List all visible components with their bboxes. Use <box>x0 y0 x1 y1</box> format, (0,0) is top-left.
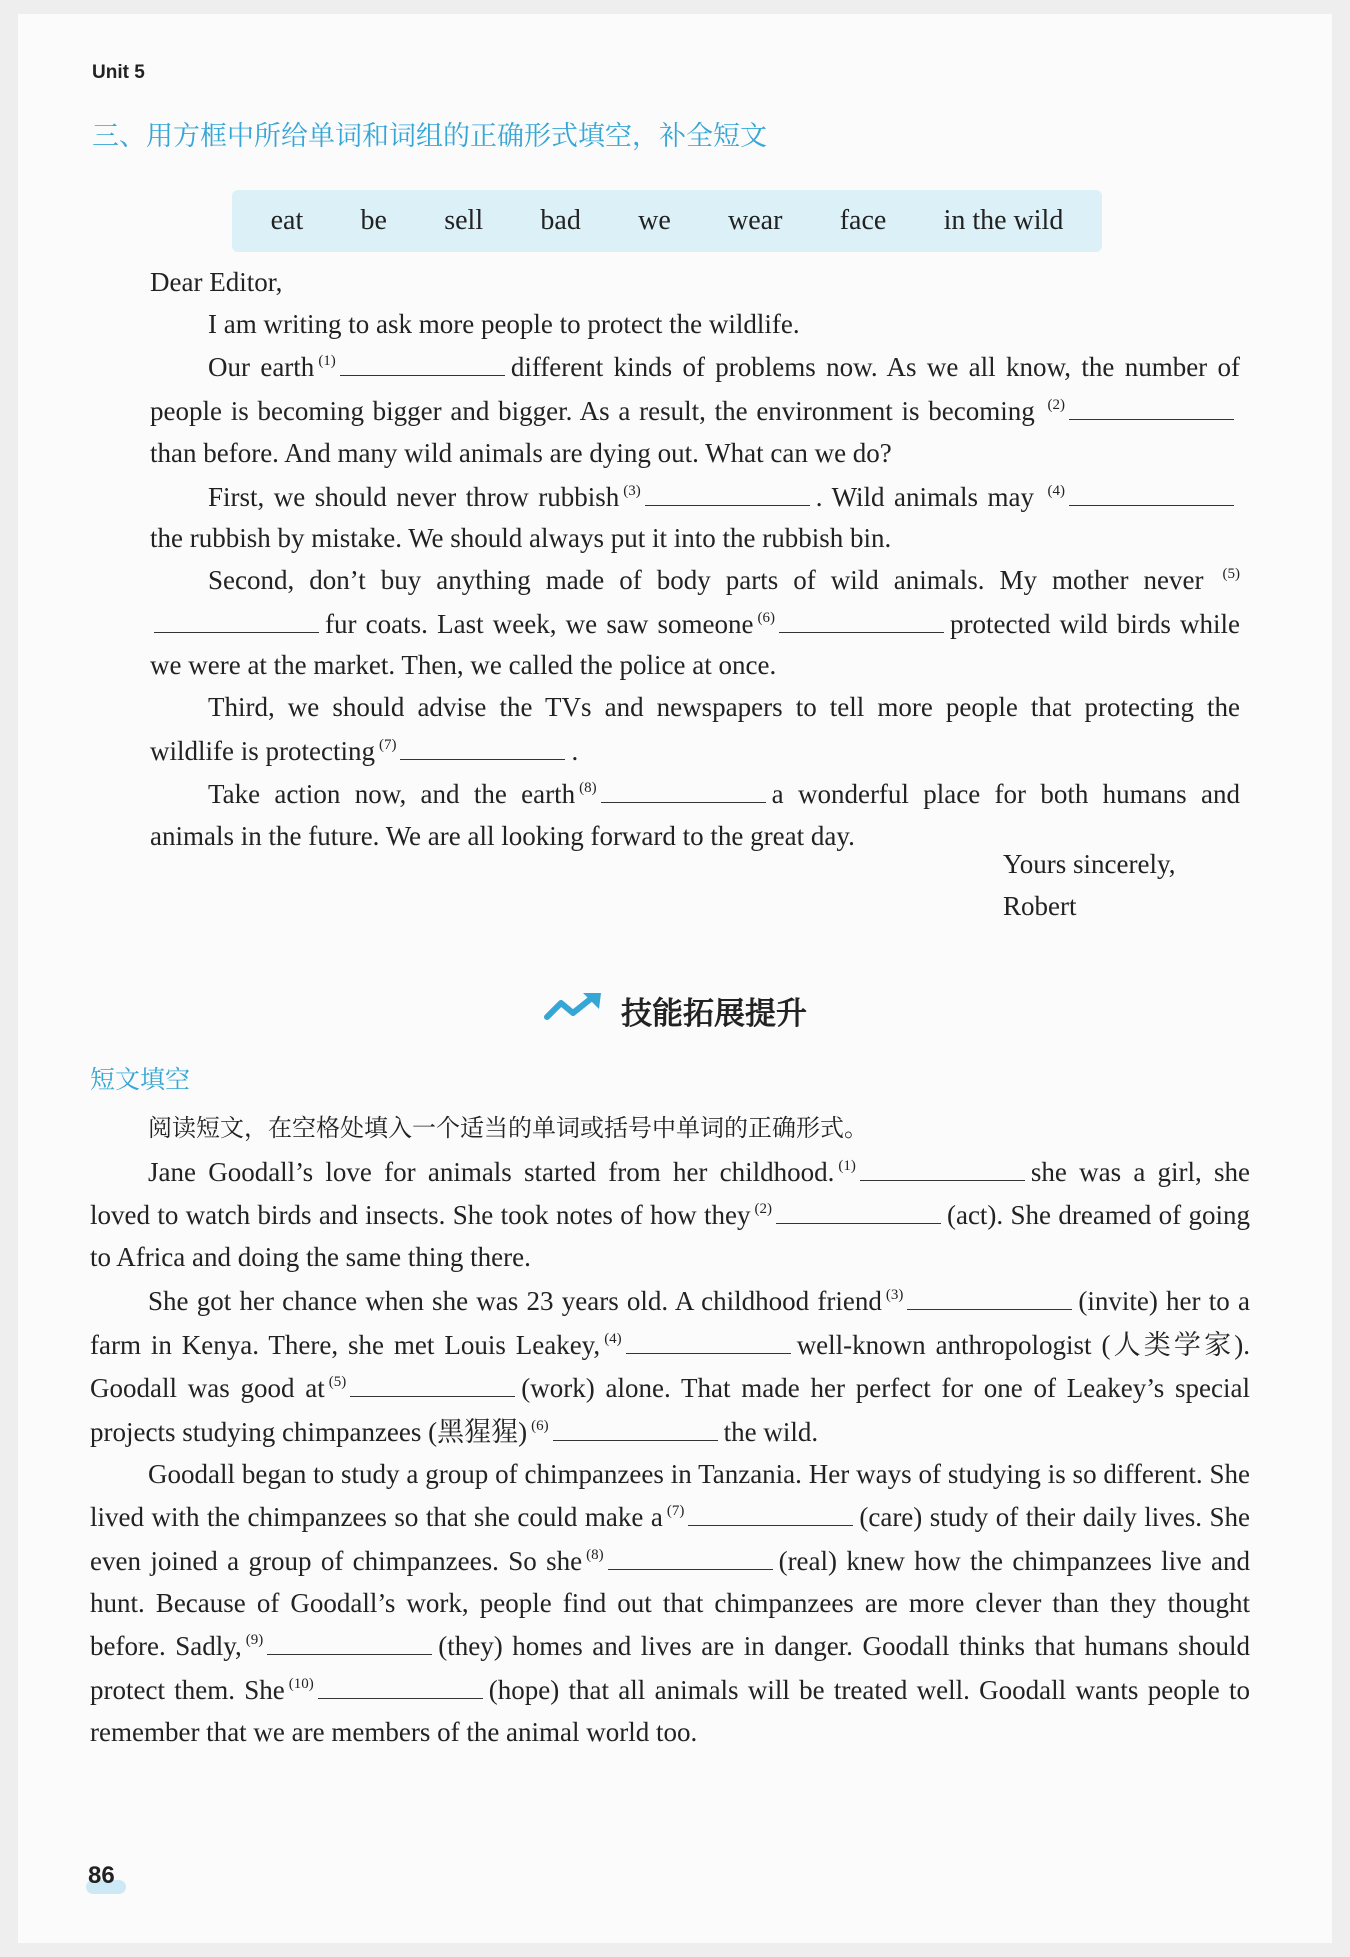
closing-text: Yours sincerely, <box>1003 849 1176 879</box>
answer-blank[interactable] <box>154 602 319 633</box>
workbook-page <box>18 14 1332 1943</box>
blank-number: (8) <box>586 1547 604 1564</box>
text: she was a girl, she loved to watch birds and insects. She took notes of how they <box>90 1156 1250 1231</box>
blank-number: (2) <box>1047 397 1066 414</box>
text: . <box>571 735 579 766</box>
letter-closing <box>1003 844 1176 927</box>
cloze-passage <box>90 1108 1250 1754</box>
instruction <box>90 1108 1250 1150</box>
blank-number: (3) <box>885 1286 904 1303</box>
answer-blank[interactable] <box>553 1410 718 1441</box>
answer-blank[interactable] <box>1069 389 1234 420</box>
answer-blank[interactable] <box>400 729 565 760</box>
text: Take action now, and the earth <box>208 779 576 810</box>
word-option: we <box>638 205 671 236</box>
text: Third, we should advise the TVs and newspapers to tell more people that protecting the wildlife is protecting <box>150 692 1240 766</box>
cloze-paragraph <box>90 1150 1250 1279</box>
unit-label: Unit 5 <box>92 62 145 83</box>
answer-blank[interactable] <box>688 1495 853 1526</box>
answer-blank[interactable] <box>1069 475 1234 506</box>
instruction-text: 阅读短文，在空格处填入一个适当的单词或括号中单词的正确形式。 <box>148 1114 868 1142</box>
blank-number: (1) <box>318 353 336 370</box>
blank-number: (10) <box>288 1676 314 1693</box>
answer-blank[interactable] <box>779 602 944 633</box>
blank-number: (7) <box>378 736 397 753</box>
blank-number: (2) <box>754 1201 772 1218</box>
text: (hope) that all animals will be treated well. Goodall wants people to remember that we are members of the animal world too. <box>90 1675 1250 1747</box>
answer-blank[interactable] <box>267 1624 432 1655</box>
letter-paragraph <box>150 687 1240 772</box>
text: well-known anthropologist (人类学家). Goodall was good at <box>90 1329 1250 1404</box>
text: (real) knew how the chimpanzees live and hunt. Because of Goodall’s work, people find out that chimpanzees are more clever than they thought before. Sadly, <box>90 1546 1251 1662</box>
word-option: wear <box>728 205 783 236</box>
text: the wild. <box>723 1416 819 1447</box>
text: (they) homes and lives are in danger. Goodall thinks that humans should protect them. She <box>90 1631 1250 1706</box>
letter-paragraph <box>150 345 1240 474</box>
letter-paragraph: I am writing to ask more people to protect the wildlife. <box>208 308 800 339</box>
text: (invite) her to a farm in Kenya. There, she met Louis Leakey, <box>90 1285 1250 1360</box>
letter-greeting: Dear Editor, <box>150 267 283 297</box>
skill-title: 技能拓展提升 <box>621 996 807 1032</box>
word-box <box>232 190 1102 252</box>
text: Second, don’t buy anything made of body parts of wild animals. My mother never <box>208 564 1204 595</box>
page-number: 86 <box>88 1862 115 1889</box>
word-option: be <box>360 205 387 236</box>
text: (act). She dreamed of going to Africa and doing the same thing there. <box>90 1200 1250 1273</box>
letter-paragraph <box>150 475 1240 560</box>
answer-blank[interactable] <box>645 475 810 506</box>
answer-blank[interactable] <box>907 1279 1072 1310</box>
blank-number: (9) <box>245 1632 264 1649</box>
word-option: eat <box>270 205 304 236</box>
answer-blank[interactable] <box>318 1668 483 1699</box>
signature: Robert <box>1003 890 1077 921</box>
text: (care) study of their daily lives. She even joined a group of chimpanzees. So she <box>90 1502 1251 1577</box>
answer-blank[interactable] <box>350 1366 515 1397</box>
blank-number: (5) <box>1222 565 1240 582</box>
blank-number: (6) <box>531 1417 549 1434</box>
text: fur coats. Last week, we saw someone <box>325 608 754 639</box>
blank-number: (5) <box>328 1374 347 1391</box>
blank-number: (8) <box>579 780 597 797</box>
cloze-title: 短文填空 <box>90 1065 191 1094</box>
blank-number: (4) <box>1047 482 1065 499</box>
blank-number: (3) <box>623 482 641 499</box>
text: First, we should never throw rubbish <box>208 481 620 512</box>
word-option: face <box>839 205 887 236</box>
cloze-paragraph <box>90 1454 1250 1754</box>
answer-blank[interactable] <box>860 1150 1025 1181</box>
text: different kinds of problems now. As we all know, the number of people is becoming bigger and bigger. As a result, the environment is becoming <box>150 352 1241 427</box>
letter-passage <box>150 262 1240 858</box>
text: Our earth <box>208 352 315 383</box>
answer-blank[interactable] <box>608 1539 773 1570</box>
word-option: sell <box>444 205 484 236</box>
trend-up-arrow-icon <box>543 991 605 1030</box>
section-title: 三、用方框中所给单词和词组的正确形式填空，补全短文 <box>92 121 767 152</box>
answer-blank[interactable] <box>626 1323 791 1354</box>
text: Jane Goodall’s love for animals started from her childhood. <box>148 1156 835 1187</box>
text: protected wild birds while we were at the market. Then, we called the police at once. <box>150 608 1241 681</box>
blank-number: (1) <box>838 1157 856 1174</box>
word-option: in the wild <box>943 205 1064 236</box>
text: . Wild animals may <box>815 481 1034 512</box>
blank-number: (4) <box>604 1330 622 1347</box>
cloze-paragraph <box>90 1279 1250 1454</box>
answer-blank[interactable] <box>776 1193 941 1224</box>
letter-paragraph <box>150 560 1240 687</box>
answer-blank[interactable] <box>340 345 505 376</box>
text: the rubbish by mistake. We should always put it into the rubbish bin. <box>150 523 892 554</box>
blank-number: (7) <box>666 1503 685 1520</box>
text: (work) alone. That made her perfect for one of Leakey’s special projects studying chimpanzees (黑猩猩) <box>90 1373 1250 1447</box>
blank-number: (6) <box>757 609 775 626</box>
answer-blank[interactable] <box>601 772 766 803</box>
text: She got her chance when she was 23 years old. A childhood friend <box>148 1285 882 1316</box>
text: Goodall began to study a group of chimpanzees in Tanzania. Her ways of studying is so different. She lived with the chimpanzees so that she could make a <box>90 1458 1250 1533</box>
text: than before. And many wild animals are dying out. What can we do? <box>150 437 892 468</box>
text: a wonderful place for both humans and animals in the future. We are all looking forward to the great day. <box>150 779 1240 852</box>
skill-header <box>18 988 1332 1033</box>
word-option: bad <box>540 205 581 236</box>
